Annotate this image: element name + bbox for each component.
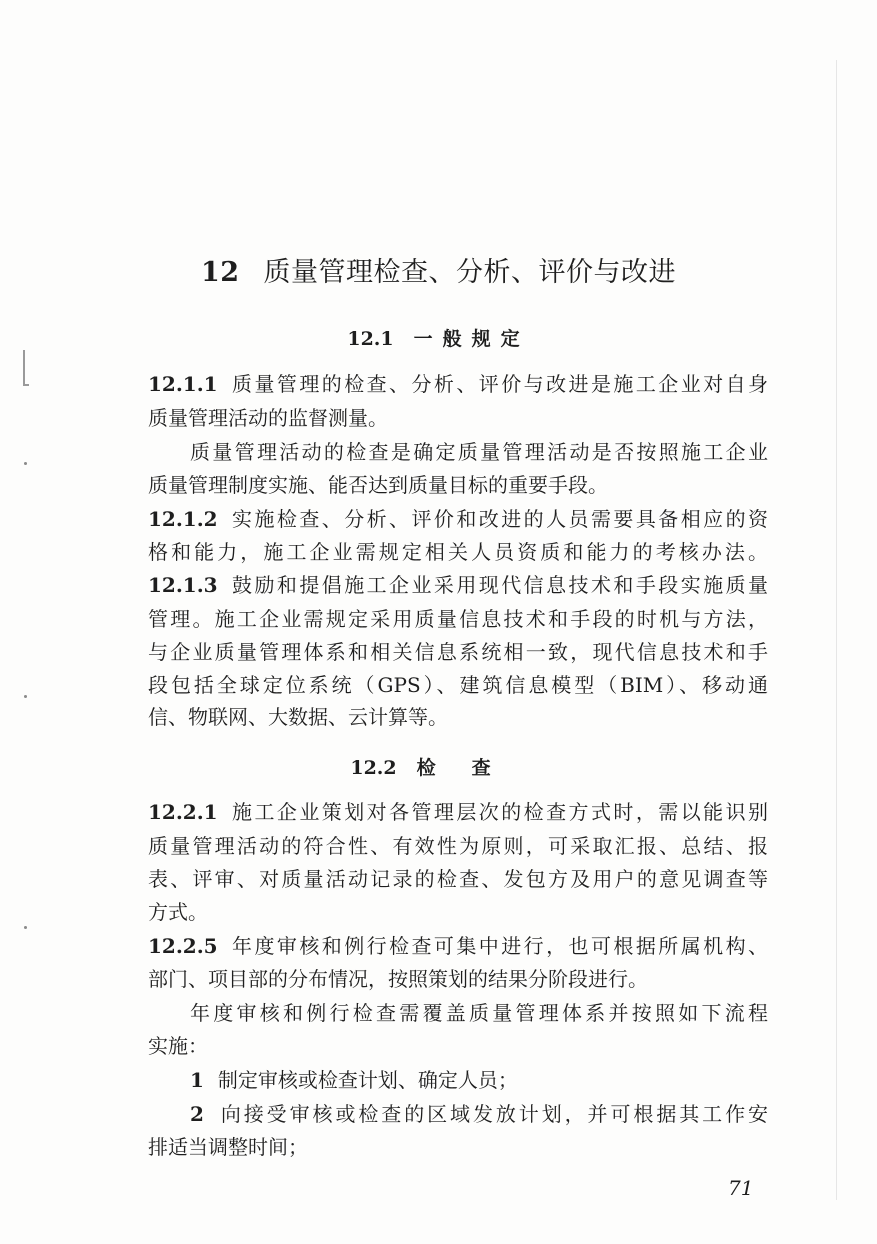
text-line: 实施： (148, 1034, 208, 1058)
chapter-title (0, 250, 877, 289)
clause-line (148, 570, 768, 600)
text-line: 管理。施工企业需规定采用质量信息技术和手段的时机与方法， (148, 607, 768, 631)
section-title: 检查 (416, 757, 527, 779)
chapter-title-text: 质量管理检查、分析、评价与改进 (263, 257, 677, 288)
clause-text: 年度审核和例行检查可集中进行，也可根据所属机构、 (229, 934, 768, 958)
margin-dot (24, 926, 27, 929)
clause-number: 12.2.5 (148, 934, 218, 958)
clause-line (148, 797, 768, 827)
section-heading-general (0, 324, 877, 351)
text-line: 方式。 (148, 900, 208, 924)
text-line: 年度审核和例行检查需覆盖质量管理体系并按照如下流程 (190, 1001, 768, 1025)
clause-text: 实施检查、分析、评价和改进的人员需要具备相应的资 (229, 507, 768, 531)
text-line: 排适当调整时间； (148, 1135, 308, 1159)
page-number: 71 (728, 1176, 754, 1200)
text-line: 质量管理活动的检查是确定质量管理活动是否按照施工企业 (190, 440, 768, 464)
chapter-number: 12 (200, 257, 240, 288)
clause-number: 12.1.1 (148, 372, 218, 396)
clause-line (148, 369, 768, 399)
text-line: 格和能力，施工企业需规定相关人员资质和能力的考核办法。 (148, 540, 768, 564)
text-line: 段包括全球定位系统（GPS）、建筑信息模型（BIM）、移动通 (148, 673, 768, 697)
text-line: 表、评审、对质量活动记录的检查、发包方及用户的意见调查等 (148, 867, 768, 891)
section-heading-inspection (0, 753, 877, 780)
text-line: 与企业质量管理体系和相关信息系统相一致，现代信息技术和手 (148, 640, 768, 664)
clause-number: 12.1.2 (148, 507, 218, 531)
list-item (190, 1065, 768, 1095)
list-item-number: 1 (190, 1068, 204, 1092)
text-line: 质量管理活动的符合性、有效性为原则，可采取汇报、总结、报 (148, 834, 768, 858)
list-item-text: 制定审核或检查计划、确定人员； (217, 1068, 518, 1092)
page-edge-line (836, 60, 837, 1200)
clause-text: 鼓励和提倡施工企业采用现代信息技术和手段实施质量 (229, 573, 768, 597)
margin-dot (24, 462, 27, 465)
list-item-text: 向接受审核或检查的区域发放计划，并可根据其工作安 (217, 1102, 768, 1126)
text-line: 部门、项目部的分布情况，按照策划的结果分阶段进行。 (148, 967, 648, 991)
clause-number: 12.2.1 (148, 800, 218, 824)
list-item-number: 2 (190, 1102, 204, 1126)
clause-text: 施工企业策划对各管理层次的检查方式时，需以能识别 (229, 800, 768, 824)
margin-dot (24, 695, 27, 698)
binding-mark-tick (23, 384, 29, 386)
clause-text: 质量管理的检查、分析、评价与改进是施工企业对自身 (229, 372, 768, 396)
text-line: 质量管理制度实施、能否达到质量目标的重要手段。 (148, 473, 608, 497)
text-line: 信、物联网、大数据、云计算等。 (148, 705, 448, 729)
clause-line (148, 504, 768, 534)
clause-line (148, 931, 768, 961)
clause-number: 12.1.3 (148, 573, 218, 597)
binding-mark (23, 350, 25, 386)
text-line: 质量管理活动的监督测量。 (148, 406, 388, 430)
section-number: 12.2 (350, 757, 397, 779)
list-item (190, 1099, 768, 1129)
section-title: 一般规定 (413, 328, 530, 350)
section-number: 12.1 (347, 328, 394, 350)
